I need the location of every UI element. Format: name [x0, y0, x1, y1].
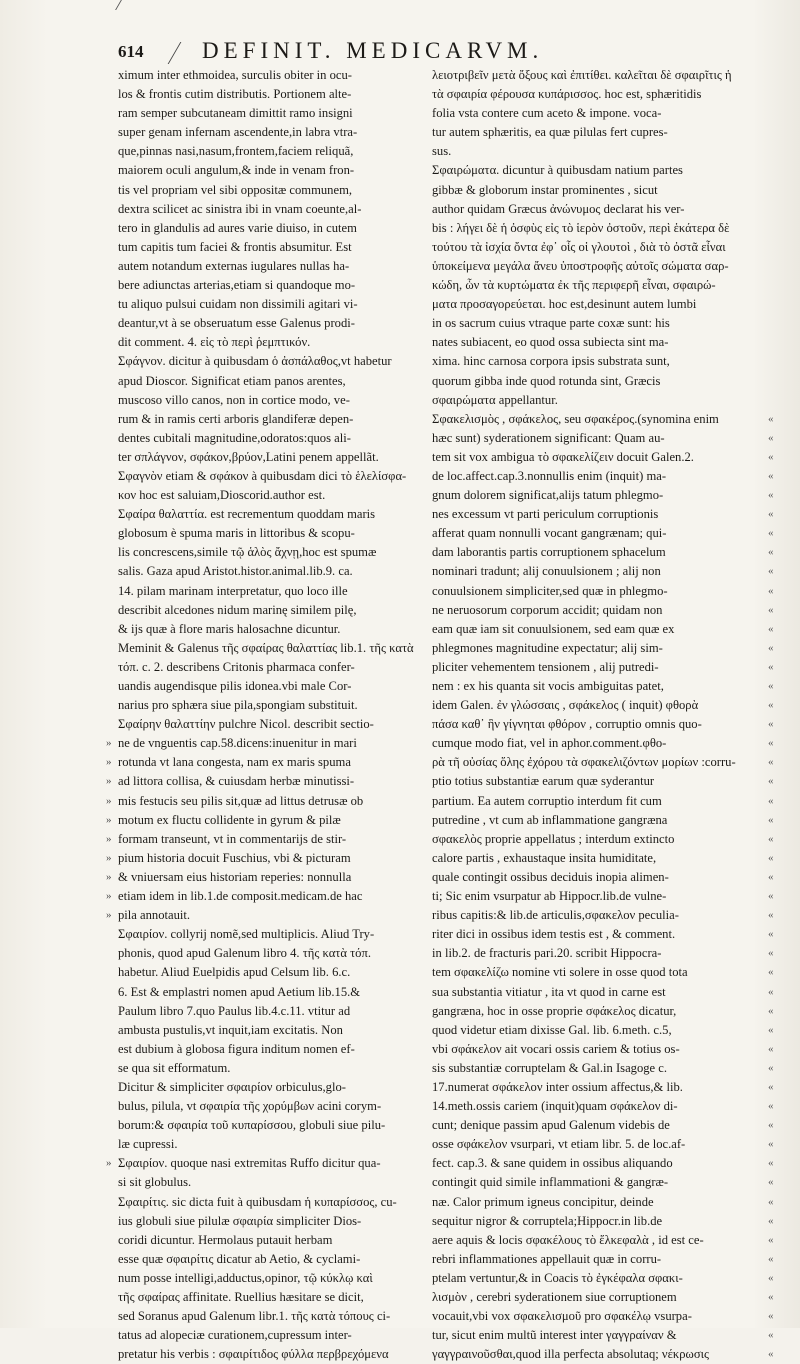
margin-quote-mark: «: [768, 1157, 774, 1170]
margin-quote-mark: «: [768, 622, 774, 635]
left-column-line: » pium historia docuit Fuschius, vbi & picturam: [118, 849, 418, 868]
left-column-line: » Σφαιρίον. quoque nasi extremitas Ruffo dicitur qua-: [118, 1154, 418, 1173]
right-column-line: vbi σφάκελον ait vocari ossis cariem & totius os-: [432, 1041, 680, 1056]
left-column-line: tero in glandulis ad aures varie diuiso, in cutem: [118, 220, 357, 235]
margin-quote-mark: [768, 314, 794, 333]
margin-quote-mark: [768, 123, 794, 142]
corner-mark: [115, 0, 136, 10]
margin-quote-mark: «: [768, 565, 774, 578]
margin-quote-mark: «: [768, 794, 774, 807]
right-column-line: fect. cap.3. & sane quidem in ossibus aliquando: [432, 1156, 673, 1171]
right-column-line: cumque modo fiat, vel in aphor.comment.φθο-: [432, 736, 667, 751]
margin-quote-mark: [768, 295, 794, 314]
left-column-line: deantur,vt à se obseruatum esse Galenus prodi-: [118, 316, 355, 331]
margin-quote-mark: «: [768, 527, 774, 540]
left-column-line: esse quæ σφαιρίτις dicatur ab Aetio, & cyclami-: [118, 1251, 361, 1266]
left-column-line: Σφαιρίον. collyrij nomẽ,sed multiplicis. Aliud Try-: [118, 927, 375, 942]
right-column-line: λισμὸν , cerebri syderationem siue corruptionem: [432, 1290, 677, 1304]
margin-quote-mark: «: [768, 1023, 774, 1036]
left-column-line: » motum ex fluctu collidente in gyrum & pilæ: [118, 811, 418, 830]
left-column-line: dit comment. 4. εἰς τὸ περὶ ῥεμπτικόν.: [118, 335, 311, 350]
left-column-line: Σφαιρίτις. sic dicta fuit à quibusdam ἡ κυπαρίσσος, cu-: [118, 1194, 397, 1209]
left-column-line: » ne de vnguentis cap.58.dicens:inuenitur in mari: [118, 734, 418, 753]
right-column-line: 17.numerat σφάκελον inter ossium affectus,& lib.: [432, 1079, 683, 1094]
left-column-line: Σφάγνον. dicitur à quibusdam ὁ ἀσπάλαθος,vt habetur: [118, 354, 392, 369]
right-column-line: gnum dolorem significat,alijs tatum phlegmo-: [432, 488, 664, 503]
left-column-line: dextra scilicet ac sinistra ibi in vnam coeunte,al-: [118, 201, 362, 216]
right-column-line: pliciter vehementem tensionem , alij putredi-: [432, 659, 659, 674]
margin-quote-mark: «: [768, 813, 774, 826]
left-column-line: maiorem oculi angulum,& inde in venam fron-: [118, 163, 355, 178]
margin-quote-mark: [768, 391, 794, 410]
right-column-line: author quidam Græcus ἀνώνυμος declarat his ver-: [432, 201, 685, 216]
left-column-line: 6. Est & emplastri nomen apud Aetium lib.15.&: [118, 984, 361, 999]
left-column-line: sed Soranus apud Galenum libr.1. τῆς κατὰ τόπους ci-: [118, 1309, 391, 1324]
left-column-line: muscoso villo canos, non in cortice modo, ve-: [118, 392, 350, 407]
right-column-line: γαγγραινοῦσθαι,quod illa perfecta absolutaq; νέκρωσις: [432, 1347, 709, 1362]
margin-quote-mark: «: [768, 890, 774, 903]
right-column-line: Σφαιρώματα. dicuntur à quibusdam natium partes: [432, 163, 683, 178]
margin-quote-mark: [768, 372, 794, 391]
right-margin-quotes: [768, 66, 794, 1364]
right-column-line: dam laborantis partis corruptionem sphacelum: [432, 545, 666, 560]
right-column-line: ne neruosorum corporum accidit; quidam non: [432, 602, 663, 617]
left-column-line: ambusta pustulis,vt inquit,iam excitatis. Non: [118, 1022, 343, 1037]
margin-quote-mark: «: [768, 870, 774, 883]
margin-quote-mark: «: [768, 489, 774, 502]
right-column-line: ti; Sic enim vsurpatur ab Hippocr.lib.de vulne-: [432, 889, 667, 904]
margin-quote-mark: «: [768, 1195, 774, 1208]
margin-quote-mark: «: [768, 1061, 774, 1074]
right-column-line: quale contingit ossibus deciduis inopia alimen-: [432, 869, 669, 884]
right-column-line: 14.meth.ossis cariem (inquit)quam σφάκελον di-: [432, 1099, 678, 1114]
right-column-line: ματα προσαγορεύεται. hoc est,desinunt autem lumbi: [432, 297, 697, 312]
margin-quote-mark: «: [768, 546, 774, 559]
right-column-line: xima. hinc carnosa corpora ipsis substrata sunt,: [432, 354, 670, 369]
margin-quote-mark: [768, 219, 794, 238]
left-column-line: bulus, pilula, vt σφαιρία τῆς χορύμβων acini corym-: [118, 1099, 382, 1114]
margin-quote-mark: «: [768, 966, 774, 979]
margin-quote-mark: «: [768, 1100, 774, 1113]
left-column: [118, 66, 418, 1364]
margin-quote-mark: «: [768, 1080, 774, 1093]
margin-quote-mark: «: [768, 718, 774, 731]
right-column-line: afferat quam nonnulli vocant gangrænam; qui-: [432, 526, 667, 541]
margin-quote-mark: «: [768, 603, 774, 616]
margin-quote-mark: «: [768, 680, 774, 692]
left-column-line: los & frontis cutim distributis. Portionem alte-: [118, 87, 352, 102]
margin-quote-mark: «: [768, 985, 774, 998]
running-head: DEFINIT. MEDICARVM.: [202, 38, 544, 63]
left-column-line: tatus ad alopeciæ curationem,cupressum inter-: [118, 1328, 352, 1343]
left-column-line: tum capitis tum faciei & frontis absumitur. Est: [118, 239, 352, 254]
left-column-line: κον hoc est saluiam,Dioscorid.author est.: [118, 488, 326, 503]
left-column-line: uandis augendisque pilis idonea.vbi male Cor-: [118, 679, 352, 693]
left-column-line: Paulum libro 7.quo Paulus lib.4.c.11. vtitur ad: [118, 1003, 351, 1018]
right-column-line: partium. Ea autem corruptio interdum fit cum: [432, 793, 662, 808]
left-column-line: super genam infernam ascendente,in labra vtra-: [118, 125, 358, 140]
margin-quote-mark: «: [768, 775, 774, 788]
left-column-line: ram semper subcutaneam dimittit ramo insigni: [118, 106, 353, 121]
left-column-line: » mis festucis seu pilis sit,quæ ad littus detrusæ ob: [118, 792, 418, 811]
left-column-line: num posse intelligi,adductus,opinor, τῷ κύκλῳ καὶ: [118, 1270, 373, 1285]
margin-quote-mark: [768, 257, 794, 276]
left-column-line: Σφαίρην θαλαττίην pulchre Nicol. describit sectio-: [118, 717, 374, 732]
margin-quote-mark: [768, 85, 794, 104]
margin-quote-mark: «: [768, 1042, 774, 1055]
right-column-line: cunt; denique passim apud Galenum videbis de: [432, 1118, 670, 1133]
right-column-line: in lib.2. de fracturis pari.20. scribit Hippocra-: [432, 946, 662, 961]
left-column-line: τῆς σφαίρας affinitate. Ruellius hæsitare se dicit,: [118, 1290, 364, 1304]
left-column-line: ximum inter ethmoidea, surculis obiter in ocu-: [118, 68, 352, 82]
right-column-line: eam quæ iam sit conuulsionem, sed eam quæ ex: [432, 621, 675, 636]
margin-quote-mark: «: [768, 1214, 774, 1227]
left-column-line: rum & in ramis certi arboris glandiferæ depen-: [118, 411, 354, 426]
margin-quote-mark: «: [768, 660, 774, 673]
left-column-line: dentes cubitali magnitudine,odoratos:quos ali-: [118, 430, 351, 445]
margin-quote-mark: «: [768, 1310, 774, 1323]
right-column-line: de loc.affect.cap.3.nonnullis enim (inquit) ma-: [432, 468, 667, 483]
margin-quote-mark: «: [768, 928, 774, 941]
margin-quote-mark: «: [768, 756, 774, 769]
margin-quote-mark: «: [768, 1176, 774, 1189]
margin-quote-mark: «: [768, 1004, 774, 1017]
margin-quote-mark: [768, 161, 794, 180]
right-column-line: λειοτριβεῖν μετὰ ὄξους καὶ ἐπιτίθει. καλεῖται δὲ σφαιρῖτις ἡ: [432, 68, 732, 82]
margin-quote-mark: «: [768, 832, 774, 845]
right-column-line: quorum gibba inde quod rotunda sint, Græcis: [432, 373, 661, 388]
right-column-line: aere aquis & locis σφακέλους τὸ ἕλκεφαλὰ , id est ce-: [432, 1232, 704, 1247]
left-column-line: narius pro sphæra siue pila,spongiam substituit.: [118, 698, 358, 713]
margin-quote-mark: [768, 352, 794, 371]
margin-quote-mark: «: [768, 431, 774, 444]
margin-quote-mark: «: [768, 412, 774, 425]
page-header: [118, 38, 780, 66]
right-column-line: gangræna, hoc in osse proprie σφάκελος dicatur,: [432, 1003, 677, 1018]
margin-quote-mark: «: [768, 1271, 774, 1284]
right-column-line: idem Galen. ἐν γλώσσαις , σφάκελος ( inquit) φθορὰ: [432, 698, 699, 713]
right-column: [432, 66, 767, 1364]
right-column-line: calore partis , exhaustaque insita humiditate,: [432, 850, 657, 865]
left-column-line: Σφαγνὸν etiam & σφάκον à quibusdam dici τὸ ἑλελίσφα-: [118, 468, 407, 483]
margin-quote-mark: [768, 333, 794, 352]
margin-quote-mark: «: [768, 909, 774, 922]
margin-quote-mark: «: [768, 1252, 774, 1265]
right-column-line: ptio totius substantiæ earum quæ syderantur: [432, 774, 655, 789]
left-column-line: Σφαίρα θαλαττία. est recrementum quoddam maris: [118, 507, 376, 522]
right-column-line: πάσα καθ᾽ ἣν γίγνηται φθόρον , corruptio omnis quo-: [432, 717, 702, 732]
right-column-line: hæc sunt) syderationem significant: Quam au-: [432, 430, 665, 445]
left-column-line: pretatur his verbis : σφαιρίτιδος φύλλα περβρεχόμενα: [118, 1347, 389, 1362]
left-column-line: se qua sit efformatum.: [118, 1060, 231, 1075]
page-number: 614: [118, 42, 144, 61]
margin-quote-mark: «: [768, 1119, 774, 1132]
header-divider: [168, 42, 182, 64]
left-column-line: » formam transeunt, vt in commentarijs de stir-: [118, 830, 418, 849]
right-column-line: Σφακελισμὸς , σφάκελος, seu σφακέρος.(synomina enim: [432, 411, 719, 426]
right-column-line: contingit quid simile inflammationi & gangræ-: [432, 1175, 669, 1190]
right-column-line: rebri inflammationes appellauit quæ in corru-: [432, 1251, 662, 1266]
left-column-line: est dubium à globosa figura inditum nomen ef-: [118, 1041, 355, 1056]
margin-quote-mark: [768, 181, 794, 200]
left-column-line: » & vniuersam eius historiam reperies: nonnulla: [118, 868, 418, 887]
margin-quote-mark: «: [768, 584, 774, 597]
right-column-line: in os sacrum cuius vtraque parte coxæ sunt: his: [432, 316, 670, 331]
left-column-line: apud Dioscor. Significat etiam panos arentes,: [118, 373, 346, 388]
margin-quote-mark: «: [768, 1329, 774, 1342]
right-column-line: riter dici in ossibus idem testis est , & comment.: [432, 927, 676, 942]
right-column-line: κώδη, ὧν τὰ κυρτώματα ἐκ τῆς περιφερῆ εἶναι, σφαιρώ-: [432, 278, 716, 293]
margin-quote-mark: «: [768, 1291, 774, 1303]
left-column-line: » rotunda vt lana congesta, nam ex maris spuma: [118, 753, 418, 772]
right-column-line: næ. Calor primum igneus concipitur, deinde: [432, 1194, 654, 1209]
right-column-line: ρὰ τῆ οὐσίας ὅλης ἐχόρου τὰ σφακελιζόντων μορίων :corru-: [432, 755, 736, 770]
left-column-line: bere adiunctas arterias,etiam si quandoque mo-: [118, 278, 356, 293]
left-column-line: læ cupressi.: [118, 1137, 178, 1152]
right-column-line: sis substantiæ corruptelam & Gal.in Isagoge c.: [432, 1060, 668, 1075]
left-column-line: lis concrescens,simile τῷ ἁλὸς ἄχνῃ,hoc est spumæ: [118, 545, 377, 560]
left-column-line: τόπ. c. 2. describens Critonis pharmaca confer-: [118, 659, 355, 674]
left-column-line: borum:& σφαιρία τοῦ κυπαρίσσου, globuli siue pilu-: [118, 1118, 386, 1133]
margin-quote-mark: [768, 142, 794, 161]
left-column-line: ius globuli siue pilulæ σφαιρία simpliciter Dios-: [118, 1213, 362, 1228]
right-column-line: phlegmones magnitudine expectatur; alij sim-: [432, 640, 663, 655]
margin-quote-mark: [768, 238, 794, 257]
margin-quote-mark: «: [768, 450, 774, 463]
left-column-line: que,pinnas nasi,nasum,frontem,faciem reliquã,: [118, 144, 354, 159]
right-column-line: nes excessum vt parti periculum corruptionis: [432, 507, 659, 522]
right-column-line: ὑποκείμενα μεγάλα ἄνευ ὑποστροφῆς αὐτοῖς σώματα σαρ-: [432, 258, 729, 273]
left-column-line: autem notandum externas iugulares nullas ha-: [118, 258, 350, 273]
right-column-line: sequitur nigror & corruptela;Hippocr.in lib.de: [432, 1213, 663, 1228]
right-column-line: nates subiacent, eo quod ossa subiecta sint ma-: [432, 335, 669, 350]
right-column-line: sua substantia vitiatur , ita vt quod in carne est: [432, 984, 666, 999]
right-column-line: σφαιρώματα appellantur.: [432, 392, 558, 407]
right-column-line: quod videtur etiam dixisse Gal. lib. 6.meth. c.5,: [432, 1022, 672, 1037]
margin-quote-mark: «: [768, 699, 774, 712]
right-column-line: gibbæ & globorum instar prominentes , sicut: [432, 182, 658, 197]
left-column-line: tis vel propriam vel sibi oppositæ communem,: [118, 182, 353, 197]
margin-quote-mark: «: [768, 1233, 774, 1246]
margin-quote-mark: «: [768, 851, 774, 864]
left-column-line: ter σπλάγνον, σφάκον,βρύον,Latini penem appellãt.: [118, 449, 379, 464]
margin-quote-mark: [768, 66, 794, 85]
left-column-line: tu aliquo pulsui cuidam non dissimili agitari vi-: [118, 297, 358, 312]
left-column-line: & ijs quæ à flore maris halosachne dicuntur.: [118, 621, 341, 636]
right-column-line: tem σφακελίζω nomine vti solere in osse quod tota: [432, 965, 688, 980]
left-column-line: » ad littora collisa, & cuiusdam herbæ minutissi-: [118, 772, 418, 791]
left-column-line: 14. pilam marinam interpretatur, quo loco ille: [118, 583, 348, 598]
right-column-line: ptelam vertuntur,& in Coacis τὸ ἐγκέφαλα σφακι-: [432, 1270, 683, 1285]
left-column-line: » etiam idem in lib.1.de composit.medicam.de hac: [118, 887, 418, 906]
right-column-line: tur, sicut enim multũ interest inter γαγγραίναν &: [432, 1328, 677, 1343]
margin-quote-mark: «: [768, 947, 774, 960]
margin-quote-mark: [768, 200, 794, 219]
left-column-line: describit alcedones nidum marinę similem pilę,: [118, 602, 357, 617]
left-column-line: Dicitur & simpliciter σφαιρίον orbiculus,glo-: [118, 1079, 346, 1094]
right-column-line: putredine , vt cum ab inflammatione gangræna: [432, 812, 668, 827]
left-column-line: Meminit & Galenus τῆς σφαίρας θαλαττίας lib.1. τῆς κατὰ: [118, 640, 414, 655]
left-column-line: coridi dicuntur. Hermolaus putauit herbam: [118, 1232, 333, 1247]
left-column-line: habetur. Aliud Euelpidis apud Celsum lib. 6.c.: [118, 965, 351, 980]
right-column-line: osse σφάκελον vsurpari, vt etiam libr. 5. de loc.af-: [432, 1137, 686, 1152]
right-column-line: τὰ σφαιρία φέρουσα κυπάρισσος. hoc est, sphæritidis: [432, 87, 702, 102]
left-column-line: globosum è spuma maris in littoribus & scopu-: [118, 526, 355, 541]
right-column-line: σφακελὸς proprie appellatus ; interdum extincto: [432, 831, 675, 846]
margin-quote-mark: «: [768, 469, 774, 482]
right-column-line: vocauit,vbi vox σφακελισμοῦ pro σφακέλῳ vsurpa-: [432, 1309, 692, 1324]
margin-quote-mark: «: [768, 1348, 774, 1361]
right-column-line: folia vsta contere cum aceto & impone. voca-: [432, 106, 662, 121]
left-column-line: si sit globulus.: [118, 1175, 192, 1190]
margin-quote-mark: «: [768, 737, 774, 750]
left-column-line: » pila annotauit.: [118, 906, 418, 925]
right-column-line: sus.: [432, 144, 452, 159]
right-column-line: tur autem sphæritis, ea quæ pilulas fert cupres-: [432, 125, 668, 140]
right-column-line: tem sit vox ambigua τὸ σφακελίζειν docuit Galen.2.: [432, 449, 694, 464]
right-column-line: conuulsionem simpliciter,sed quæ in phlegmo-: [432, 583, 668, 598]
right-column-line: nem : ex his quanta sit vocis ambiguitas patet,: [432, 679, 664, 693]
right-column-line: τούτου τὰ ἰσχία ὄντα ἐφ᾽ οἷς οἱ γλουτοὶ , διὰ τὸ ὀστᾶ εἶναι: [432, 239, 726, 254]
margin-quote-mark: [768, 104, 794, 123]
margin-quote-mark: «: [768, 508, 774, 521]
margin-quote-mark: «: [768, 641, 774, 654]
left-column-line: phonis, quod apud Galenum libro 4. τῆς κατὰ τόπ.: [118, 946, 371, 961]
right-column-line: bis : λήγει δὲ ἡ ὀσφὺς εἰς τὸ ἱερὸν ὀστοῦν, περὶ ἑκάτερα δὲ: [432, 220, 730, 235]
margin-quote-mark: «: [768, 1138, 774, 1151]
right-column-line: ribus capitis:& lib.de articulis,σφακελον peculia-: [432, 908, 679, 923]
margin-quote-mark: [768, 276, 794, 295]
left-column-line: salis. Gaza apud Aristot.histor.animal.lib.9. ca.: [118, 564, 353, 579]
right-column-line: nominari tradunt; alij conuulsionem ; alij non: [432, 564, 661, 579]
